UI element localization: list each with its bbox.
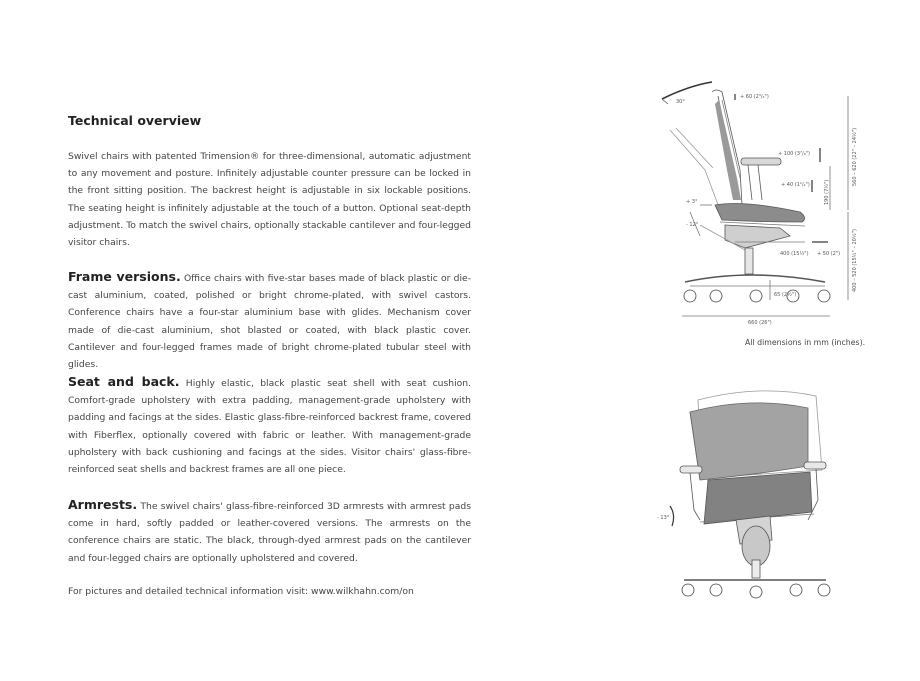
- back-height-adjust-label: + 60 (2³/₄"): [740, 94, 769, 100]
- back-total-height-label: 560 – 620 (22" – 24½"): [852, 127, 858, 186]
- armrests-heading: Armrests.: [68, 497, 138, 512]
- arm-height-label: 190 (7½"): [824, 179, 830, 205]
- arm-height-adjust-label: + 100 (3⁷/₈"): [778, 151, 810, 157]
- back-angle-label: 30°: [676, 99, 685, 105]
- seat-height-label: 400 – 520 (15½" – 20½"): [852, 229, 858, 292]
- side-tilt-label: - 13°: [657, 515, 670, 521]
- base-clearance-label: 65 (2½"): [774, 292, 797, 298]
- arm-depth-adjust-label: + 40 (1¹/₂"): [781, 182, 810, 188]
- seat-depth-adjust-label: + 50 (2"): [817, 251, 841, 257]
- frame-versions-heading: Frame versions.: [68, 269, 181, 284]
- intro-paragraph: Swivel chairs with patented Trimension® for three-dimensional, automatic adjustment to any movement and posture. Infinitely adjustable counter pressure can be locked in the front sitting position. The backrest height is adjustable in six lockable positions. The seating height is infinitely adjustable at the touch of a button. Optional seat-depth adjustment. To match the swivel chairs, optionally stackable cantilever and four-legged visitor chairs.: [68, 151, 471, 249]
- armrests-body: The swivel chairs' glass-fibre-reinforced 3D armrests with armrest pads come in hard, softly padded or leather-covered versions. The armrests on the conference chairs are static. The black, through-dyed armrest pads on the cantilever and four-legged chairs are optionally upholstered and covered.: [68, 501, 471, 564]
- dimensions-note: All dimensions in mm (inches).: [745, 338, 866, 347]
- page-title: Technical overview: [68, 113, 202, 128]
- frame-versions-body: Office chairs with five-star bases made of black plastic or die-cast aluminium, coated, polished or bright chrome-plated, with swivel castors. Conference chairs have a four-star aluminium base with glides. Mechanism cover made of die-cast aluminium, shot blasted or coated, with black plastic cover. Cantilever and four-legged frames made of bright chrome-plated tubular steel with glides.: [68, 273, 472, 371]
- tilt-back-label: - 12°: [686, 222, 699, 228]
- tilt-front-label: + 3°: [686, 199, 698, 205]
- seat-and-back-heading: Seat and back.: [68, 374, 180, 389]
- website-reference: For pictures and detailed technical information visit: www.wilkhahn.com/on: [68, 586, 414, 597]
- seat-depth-label: 400 (15½"): [780, 251, 809, 257]
- base-width-label: 660 (26"): [748, 320, 772, 326]
- seat-and-back-body: Highly elastic, black plastic seat shell with seat cushion. Comfort-grade upholstery with extra padding, management-grade upholstery with padding and facings at the sides. Elastic glass-fibre-reinforced backrest frame, covered with Fiberflex, optionally covered with fabric or leather. With management-grade upholstery with back cushioning and facings at the sides. Visitor chairs' glass-fibre-reinforced seat shells and backrest frames are all one piece.: [68, 378, 471, 476]
